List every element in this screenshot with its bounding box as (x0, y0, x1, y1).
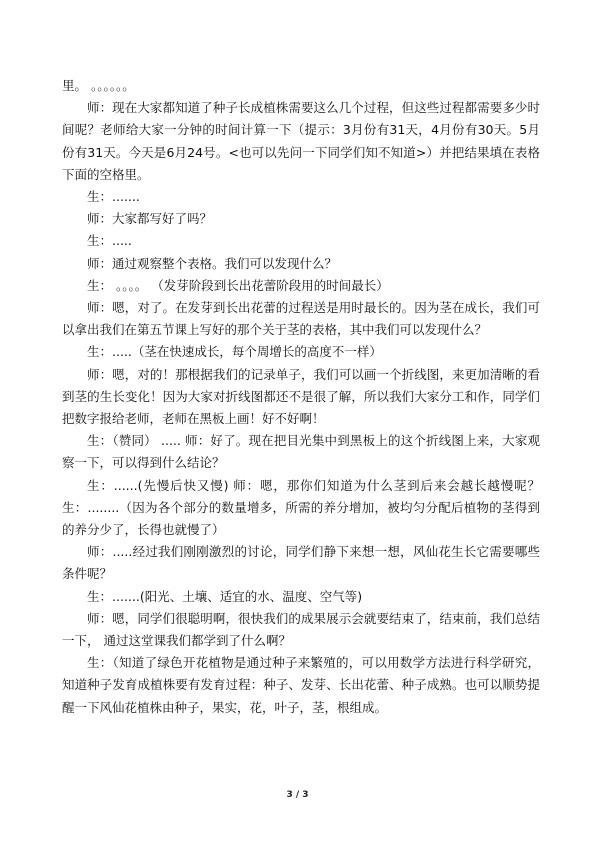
document-body (62, 75, 540, 719)
paragraph: 师：现在大家都知道了种子长成植株需要这么几个过程，但这些过程都需要多少时间呢？老师给大家一分钟的时间计算一下（提示：3月份有31天，4月份有30天。5月份有31天。今天是6月24号。<也可以先问一下同学们知不知道>）并把结果填在表格下面的空格里。 (62, 100, 540, 182)
paragraph: 生：.......(阳光、土壤、适宜的水、温度、空气等) (87, 588, 363, 604)
paragraph: 师：通过观察整个表格。我们可以发现什么？ (87, 255, 338, 271)
paragraph: 生：（知道了绿色开花植物是通过种子来繁殖的，可以用数学方法进行科学研究，知道种子发育成植株要有发育过程：种子、发芽、长出花蕾、种子成熟。也可以顺势提醒一下风仙花植株由种子，果实，花，叶子，茎，根组成。 (62, 655, 540, 715)
paragraph: 里。 。。。。。。 (62, 78, 135, 93)
paragraph: 师：大家都写好了吗？ (87, 211, 213, 227)
paragraph: 生：（赞同） ..... 师：好了。现在把目光集中到黑板上的这个折线图上来，大家观察一下，可以得到什么结论？ (62, 433, 540, 471)
paragraph: 师：嗯，对了。在发芽到长出花蕾的过程送是用时最长的。因为茎在成长，我们可以拿出我们在第五节课上写好的那个关于茎的表格，其中我们可以发现什么？ (62, 300, 540, 338)
paragraph: 生：..... (87, 233, 132, 249)
paragraph: 生：.....（茎在快速成长，每个周增长的高度不一样） (87, 344, 382, 360)
page-number: 3 / 3 (286, 790, 309, 800)
paragraph: 生：......(先慢后快又慢) 师：嗯，那你们知道为什么茎到后来会越长越慢呢？ 生：........（因为各个部分的数量增多，所需的养分增加，被均匀分配后植物的茎得到的养分少了，长得也就慢了） (62, 477, 540, 538)
paragraph: 师：.....经过我们刚刚激烈的讨论，同学们静下来想一想，风仙花生长它需要哪些条件呢？ (62, 544, 540, 582)
paragraph: 师：嗯，同学们很聪明啊，很快我们的成果展示会就要结束了，结束前，我们总结一下， 通过这堂课我们都学到了什么啊？ (62, 610, 540, 649)
paragraph: 生：....... (87, 189, 140, 205)
paragraph: 师：嗯，对的！那根据我们的记录单子，我们可以画一个折线图，来更加清晰的看到茎的生长变化！因为大家对折线图都还不是很了解，所以我们大家分工和作，同学们把数字报给老师，老师在黑板上画！好不好啊！ (62, 366, 540, 427)
paragraph: 生： 。。。。 （发芽阶段到长出花蕾阶段用的时间最长） (87, 277, 389, 293)
